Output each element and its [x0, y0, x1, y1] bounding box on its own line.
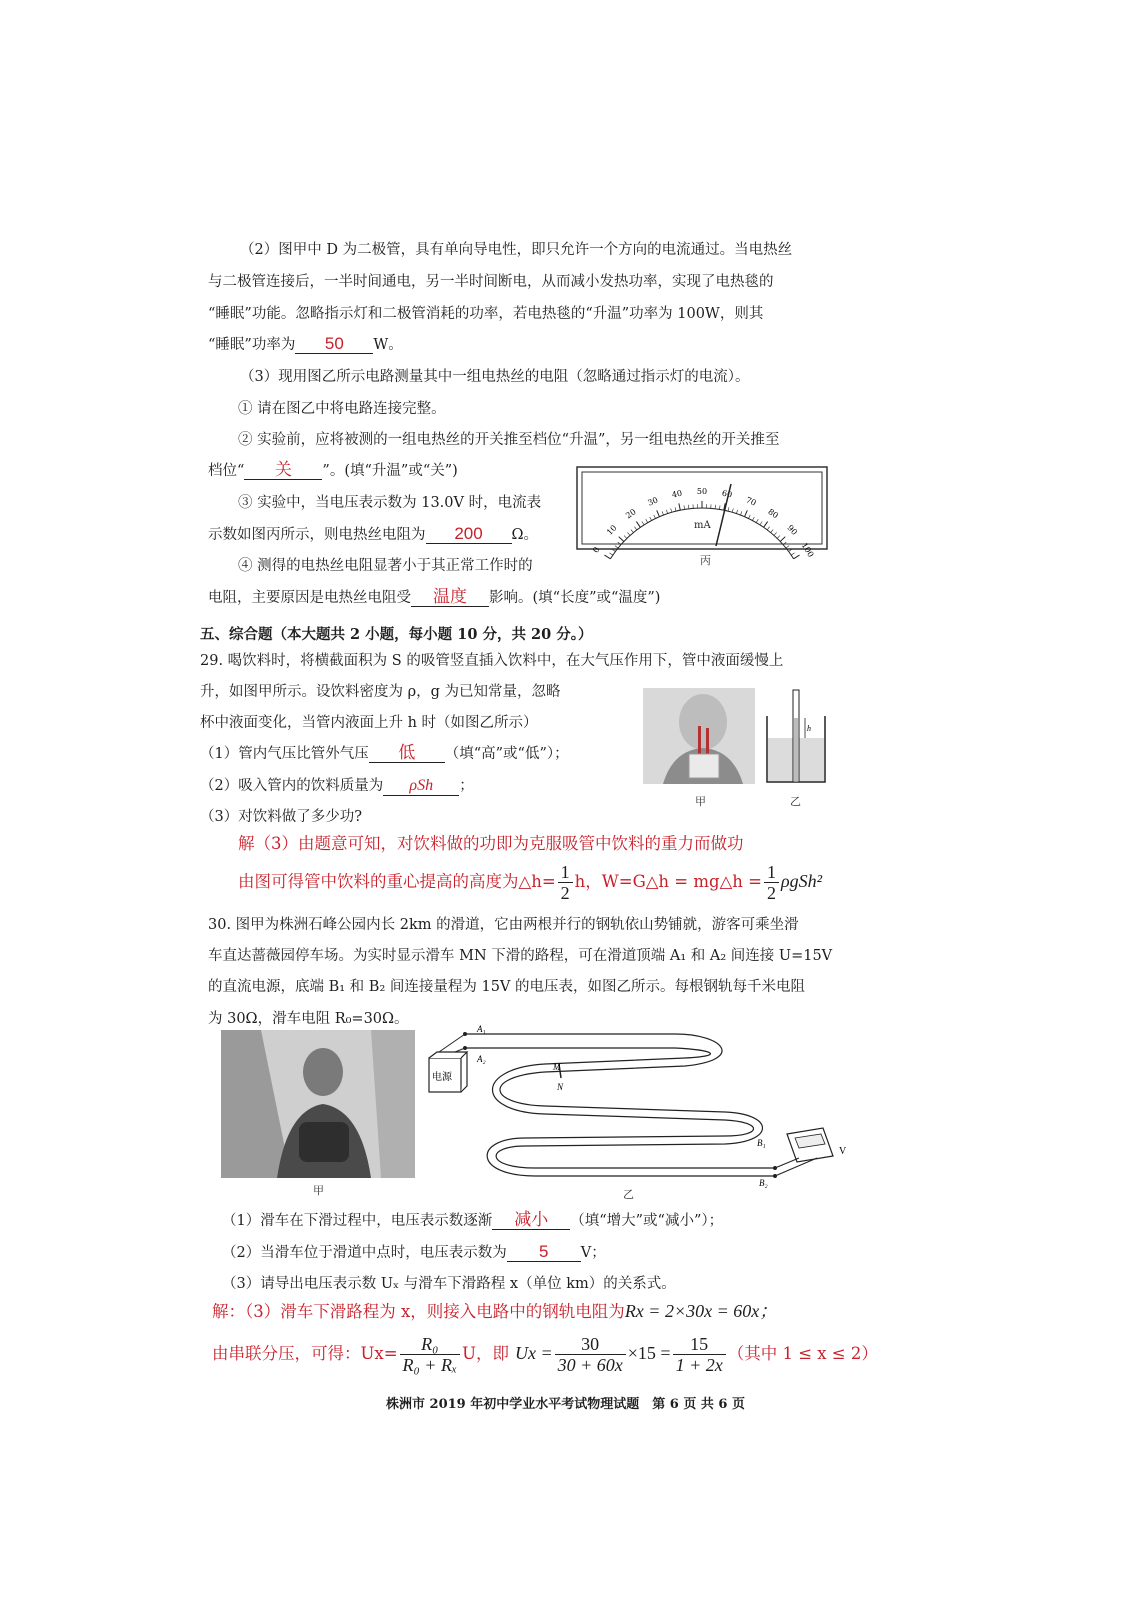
q28-p3-step3-post: Ω。	[511, 527, 539, 543]
q28-p3-step4-answer: 温度	[411, 588, 489, 607]
q29-part3: （3）对饮料做了多少功?	[200, 809, 362, 825]
q28-p3-step4-pre: 电阻，主要原因是电热丝电阻受	[208, 590, 411, 606]
q29-sol-b: h，W=G△h = mg△h =	[574, 872, 762, 891]
q30-line1: 30. 图甲为株洲石峰公园内长 2km 的滑道，它由两根并行的钢轨依山势铺就，游客可乘坐滑	[208, 917, 799, 933]
ammeter-tick	[791, 553, 794, 555]
q30-solution-line1	[212, 1297, 777, 1323]
q29-line3: 杯中液面变化，当管内液面上升 h 时（如图乙所示）	[200, 715, 538, 731]
q28-p2-line4	[208, 335, 403, 355]
q28-p3-step2-post: ”。(填“升温”或“关”)	[322, 463, 458, 479]
ammeter-tick-label: 20	[624, 507, 638, 521]
q28-p3-step2-line1: ② 实验前，应将被测的一组电热丝的开关推至档位“升温”，另一组电热丝的开关推至	[238, 432, 780, 448]
q29-p2-pre: （2）吸入管内的饮料质量为	[200, 778, 384, 794]
q30-sol2-a: 由串联分压，可得：Ux=	[212, 1344, 398, 1363]
q28-p3-step3-line2	[208, 525, 538, 545]
ammeter-tick-label: 50	[696, 487, 708, 496]
q30-frac3-num: 15	[673, 1334, 726, 1355]
ammeter-tick-label: 60	[721, 488, 733, 500]
q28-p3-step2-pre: 档位“	[208, 463, 245, 479]
q29-part2	[200, 776, 474, 796]
q28-p3-step4-line1: ④ 测得的电热丝电阻显著小于其正常工作时的	[238, 558, 533, 574]
q30-sol2-d: ×15 =	[627, 1343, 671, 1363]
q29-caption-b: 乙	[790, 795, 801, 808]
q30-frac3-den: 1 + 2x	[675, 1355, 723, 1375]
ammeter-tick-label: 10	[605, 523, 619, 537]
q30-solution-line2	[212, 1334, 878, 1375]
q28-p2-line4-post: W。	[373, 337, 403, 353]
q30-label-m: M	[553, 1062, 561, 1072]
q30-sol2-c: Ux =	[514, 1343, 553, 1363]
ammeter-tick-label: 40	[671, 488, 683, 500]
q29-p1-pre: （1）管内气压比管外气压	[200, 746, 369, 762]
q28-p3-step3-line1: ③ 实验中，当电压表示数为 13.0V 时，电流表	[238, 495, 542, 511]
q29-frac2-den: 2	[766, 883, 776, 903]
q29-sol-c: ρgSh²	[780, 871, 823, 891]
section5-title: 五、综合题（本大题共 2 小题，每小题 10 分，共 20 分。）	[200, 626, 593, 643]
ammeter-figure	[576, 466, 828, 559]
q30-label-n: N	[557, 1082, 564, 1092]
q29-solution-line2	[238, 862, 822, 903]
q30-fraction-3	[673, 1334, 726, 1375]
ammeter-tick-label: 80	[766, 507, 780, 521]
q30-circuit-figure	[425, 1020, 855, 1190]
q30-caption-b: 乙	[623, 1188, 634, 1201]
q29-line2: 升，如图甲所示。设饮料密度为 ρ，g 为已知常量，忽略	[200, 684, 561, 700]
q30-p2-answer: 5	[507, 1243, 581, 1262]
q30-line4: 为 30Ω，滑车电阻 R₀=30Ω。	[208, 1011, 409, 1027]
q30-sol1-b: Rx = 2×30x = 60x；	[624, 1301, 778, 1321]
q28-p3-step2-line2	[208, 461, 458, 481]
q30-p2-pre: （2）当滑车位于滑道中点时，电压表示数为	[222, 1245, 507, 1261]
q30-part2	[222, 1243, 606, 1263]
q28-p2-line3: “睡眠”功能。忽略指示灯和二极管消耗的功率，若电热毯的“升温”功率为 100W，则其	[208, 306, 764, 322]
q28-p3-step3-pre: 示数如图丙所示，则电热丝电阻为	[208, 527, 426, 543]
q29-solution-line1: 解（3）由题意可知，对饮料做的功即为克服吸管中饮料的重力而做功	[238, 834, 744, 853]
q29-h-label: h	[807, 724, 811, 733]
ammeter-tick-label: 0	[591, 545, 602, 555]
voltmeter-icon	[775, 1128, 833, 1176]
q30-source-label: 电源	[432, 1072, 452, 1083]
q30-line2: 车直达蔷薇园停车场。为实时显示滑车 MN 下滑的路程，可在滑道顶端 A₁ 和 A₂ 间连接 U=15V	[208, 948, 833, 964]
q29-p1-post: （填“高”或“低”）；	[444, 746, 569, 762]
q29-beaker-figure	[765, 688, 827, 786]
q29-frac2-num: 1	[764, 862, 779, 883]
q28-p3-step2-answer: 关	[244, 461, 322, 480]
q30-p2-post: V；	[580, 1245, 606, 1261]
q28-p3-intro: （3）现用图乙所示电路测量其中一组电热丝的电阻（忽略通过指示灯的电流）。	[240, 369, 750, 385]
ammeter-tick	[609, 553, 612, 555]
q29-caption-a: 甲	[695, 795, 706, 808]
ammeter-tick-label: 30	[646, 495, 660, 508]
q30-label-a2: A₂	[477, 1054, 486, 1064]
q29-frac-num: 1	[558, 862, 573, 883]
q29-line1: 29. 喝饮料时，将横截面积为 S 的吸管竖直插入饮料中，在大气压作用下，管中液面缓慢上	[200, 653, 784, 669]
q30-label-b2: B₂	[759, 1178, 768, 1188]
q30-frac1-num: R₀	[400, 1334, 461, 1355]
q30-sol1-a: 解：（3）滑车下滑路程为 x，则接入电路中的钢轨电阻为	[212, 1302, 625, 1321]
q28-p2-answer: 50	[295, 335, 373, 354]
q29-p2-post: ；	[459, 778, 474, 794]
q30-photo-slide	[221, 1030, 415, 1178]
ammeter-tick	[604, 555, 610, 559]
ammeter-tick-label: 90	[785, 523, 799, 537]
q30-fraction-2	[555, 1334, 626, 1375]
ammeter-unit: mA	[694, 520, 711, 531]
ammeter-tick-label: 70	[744, 495, 758, 508]
ammeter-tick-label: 100	[799, 541, 816, 559]
q30-p1-pre: （1）滑车在下滑过程中，电压表示数逐渐	[222, 1213, 493, 1229]
ammeter-dial	[576, 466, 828, 559]
q30-part3: （3）请导出电压表示数 Uₓ 与滑车下滑路程 x（单位 km）的关系式。	[222, 1276, 676, 1292]
q29-part1	[200, 744, 569, 764]
q28-p3-step4-line2	[208, 588, 660, 608]
q30-part1	[222, 1211, 723, 1231]
q29-p2-answer: ρSh	[383, 777, 459, 796]
q29-photo-drinking	[643, 688, 755, 784]
q30-caption-a: 甲	[313, 1184, 324, 1197]
q28-p3-step3-answer: 200	[426, 525, 512, 544]
ammeter-tick	[794, 555, 800, 559]
q30-frac2-den: 30 + 60x	[557, 1355, 623, 1375]
q30-frac1-den: R₀ + Rₓ	[402, 1355, 458, 1375]
q28-p2-line1: （2）图甲中 D 为二极管，具有单向导电性，即只允许一个方向的电流通过。当电热丝	[240, 242, 793, 258]
q30-label-a1: A₁	[477, 1024, 486, 1034]
q29-fraction-half-2	[764, 862, 779, 903]
q28-p2-line4-pre: “睡眠”功率为	[208, 337, 296, 353]
q30-label-b1: B₁	[757, 1138, 766, 1148]
q30-label-v: V	[839, 1146, 847, 1157]
page-footer: 株洲市 2019 年初中学业水平考试物理试题 第 6 页 共 6 页	[386, 1397, 745, 1412]
q30-fraction-divider	[400, 1334, 461, 1375]
q29-sol-a: 由图可得管中饮料的重心提高的高度为△h=	[238, 872, 556, 891]
q29-fraction-half	[558, 862, 573, 903]
q30-frac2-num: 30	[555, 1334, 626, 1355]
q28-p3-step4-post: 影响。(填“长度”或“温度”)	[489, 590, 661, 606]
q30-p1-answer: 减小	[492, 1211, 570, 1230]
q30-sol2-e: （其中 1 ≤ x ≤ 2）	[727, 1344, 878, 1363]
q30-line3: 的直流电源，底端 B₁ 和 B₂ 间连接量程为 15V 的电压表，如图乙所示。每根钢轨每千米电阻	[208, 979, 806, 995]
q29-p1-answer: 低	[369, 744, 445, 763]
q30-sol2-b: U，即	[462, 1344, 509, 1363]
q28-p3-step1: ① 请在图乙中将电路连接完整。	[238, 401, 446, 417]
ammeter-caption: 丙	[700, 554, 711, 567]
q30-p1-post: （填“增大”或“减小”）；	[570, 1213, 724, 1229]
q29-frac-den: 2	[560, 883, 570, 903]
q28-p2-line2: 与二极管连接后，一半时间通电，另一半时间断电，从而减小发热功率，实现了电热毯的	[208, 274, 774, 290]
